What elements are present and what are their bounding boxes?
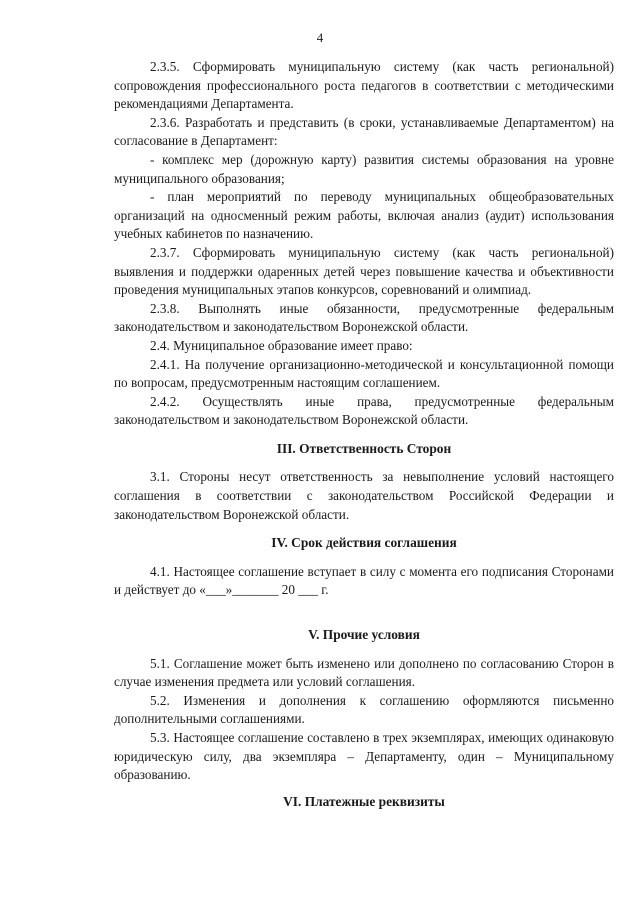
list-item-roadmap: - комплекс мер (дорожную карту) развития системы образования на уровне муниципального образования; xyxy=(114,151,614,186)
list-item-single-shift-plan: - план мероприятий по переводу муниципальных общеобразовательных организаций на односменный режим работы, включая анализ (аудит) использования учебных кабинетов по назначению. xyxy=(114,189,614,242)
paragraph-5-1: 5.1. Соглашение может быть изменено или дополнено по согласованию Сторон в случае изменения предмета или условий соглашения. xyxy=(114,655,614,690)
paragraph-2-4-1: 2.4.1. На получение организационно-методической и консультационной помощи по вопросам, предусмотренным настоящим соглашением. xyxy=(114,356,614,391)
section-3-heading: III. Ответственность Сторон xyxy=(276,440,452,456)
section-4-heading: IV. Срок действия соглашения xyxy=(271,535,457,551)
paragraph-2-3-7: 2.3.7. Сформировать муниципальную систему (как часть региональной) выявления и поддержки одаренных детей через повышение качества и объективности проведения муниципальных этапов конкурсов, соревнований и олимпиад. xyxy=(114,244,614,298)
paragraph-5-3: 5.3. Настоящее соглашение составлено в трех экземплярах, имеющих одинаковую юридическую силу, два экземпляра – Департаменту, один – Муниципальному образованию. xyxy=(114,730,614,783)
paragraph-4-1: 4.1. Настоящее соглашение вступает в силу с момента его подписания Сторонами и действует до «___»_______ 20 ___ г. xyxy=(114,563,614,598)
paragraph-2-4: 2.4. Муниципальное образование имеет право: xyxy=(150,337,413,353)
section-5-heading: V. Прочие условия xyxy=(308,627,420,643)
paragraph-2-4-2: 2.4.2. Осуществлять иные права, предусмотренные федеральным законодательством и законодательством Воронежской области. xyxy=(114,393,614,428)
paragraph-2-3-6: 2.3.6. Разработать и представить (в сроки, устанавливаемые Департаментом) на согласование в Департамент: xyxy=(114,114,614,149)
paragraph-2-3-5: 2.3.5. Сформировать муниципальную систему (как часть региональной) сопровождения профессионального роста педагогов в соответствии с методическими рекомендациями Департамента. xyxy=(114,59,614,112)
page-number: 4 xyxy=(316,30,324,45)
section-6-heading: VI. Платежные реквизиты xyxy=(283,793,445,809)
paragraph-2-3-8: 2.3.8. Выполнять иные обязанности, предусмотренные федеральным законодательством и законодательством Воронежской области. xyxy=(114,300,614,335)
paragraph-3-1: 3.1. Стороны несут ответственность за невыполнение условий настоящего соглашения в соответствии с законодательством Российской Федерации и законодательством Воронежской области. xyxy=(114,469,614,522)
document-body xyxy=(114,58,614,821)
paragraph-5-2: 5.2. Изменения и дополнения к соглашению оформляются письменно дополнительными соглашениями. xyxy=(114,692,614,727)
